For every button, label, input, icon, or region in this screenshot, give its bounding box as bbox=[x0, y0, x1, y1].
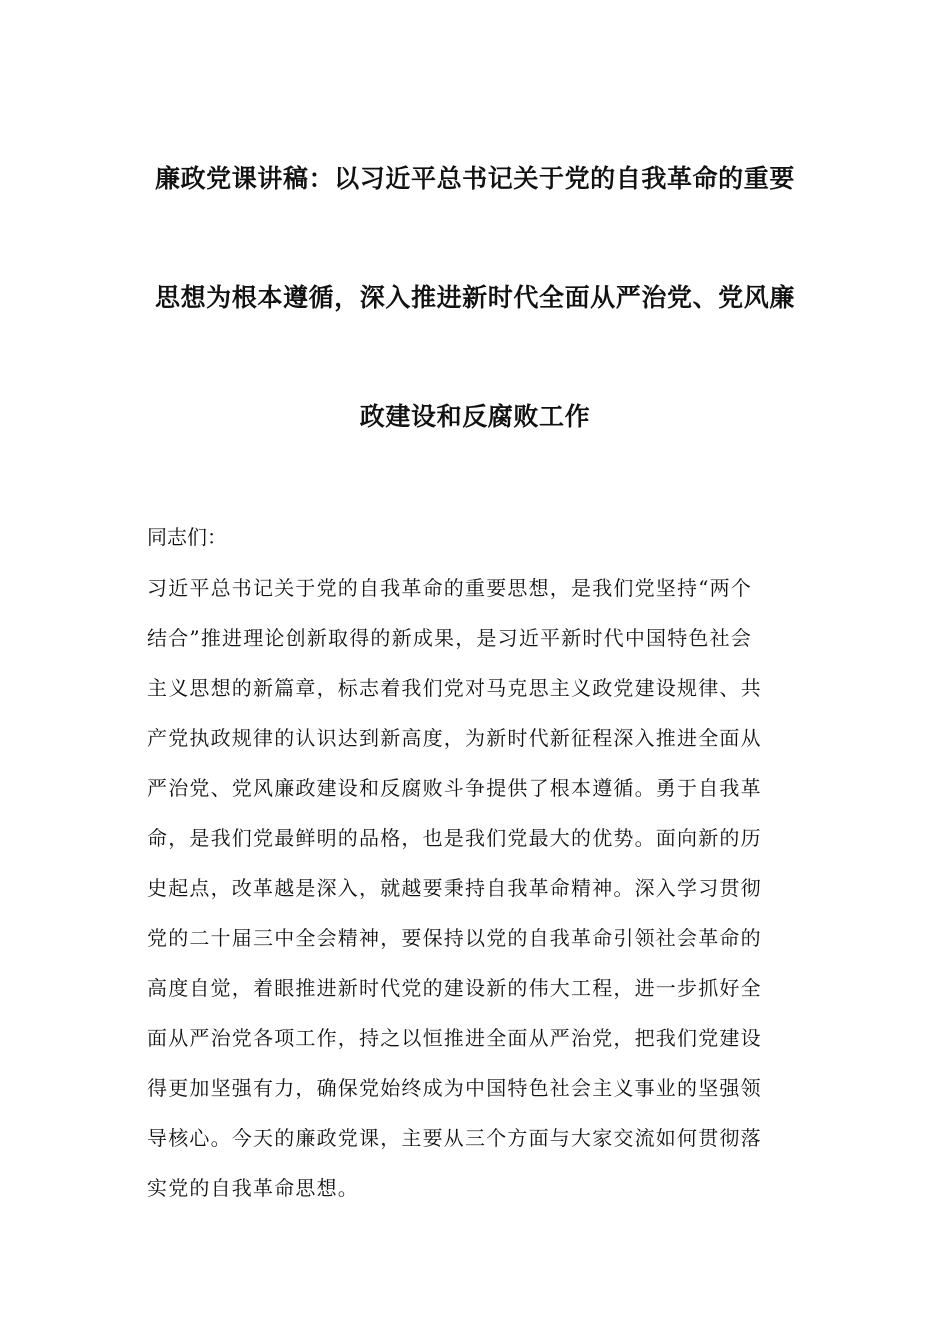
body-line: 高度自觉，着眼推进新时代党的建设新的伟大工程，进一步抓好全 bbox=[147, 976, 762, 1000]
body-line: 得更加坚强有力，确保党始终成为中国特色社会主义事业的坚强领 bbox=[147, 1076, 762, 1100]
document-title-line-3: 政建设和反腐败工作 bbox=[359, 402, 591, 431]
body-line: 史起点，改革越是深入，就越要秉持自我革命精神。深入学习贯彻 bbox=[147, 876, 762, 900]
body-line: 结合”推进理论创新取得的新成果，是习近平新时代中国特色社会 bbox=[147, 626, 753, 650]
document-title-line-2: 思想为根本遵循，深入推进新时代全面从严治党、党风廉 bbox=[154, 283, 795, 312]
body-line: 主义思想的新篇章，标志着我们党对马克思主义政党建设规律、共 bbox=[147, 676, 762, 700]
salutation: 同志们： bbox=[147, 525, 227, 549]
body-line: 严治党、党风廉政建设和反腐败斗争提供了根本遵循。勇于自我革 bbox=[147, 776, 762, 800]
body-line: 导核心。今天的廉政党课，主要从三个方面与大家交流如何贯彻落 bbox=[147, 1126, 762, 1150]
body-line: 命，是我们党最鲜明的品格，也是我们党最大的优势。面向新的历 bbox=[147, 826, 762, 850]
body-line: 党的二十届三中全会精神，要保持以党的自我革命引领社会革命的 bbox=[147, 926, 762, 950]
body-line: 产党执政规律的认识达到新高度，为新时代新征程深入推进全面从 bbox=[147, 726, 762, 750]
document-title-line-1: 廉政党课讲稿：以习近平总书记关于党的自我革命的重要 bbox=[154, 164, 795, 193]
body-line: 面从严治党各项工作，持之以恒推进全面从严治党，把我们党建设 bbox=[147, 1026, 762, 1050]
body-line: 实党的自我革命思想。 bbox=[147, 1176, 359, 1200]
body-line: 习近平总书记关于党的自我革命的重要思想，是我们党坚持“两个 bbox=[147, 576, 753, 600]
